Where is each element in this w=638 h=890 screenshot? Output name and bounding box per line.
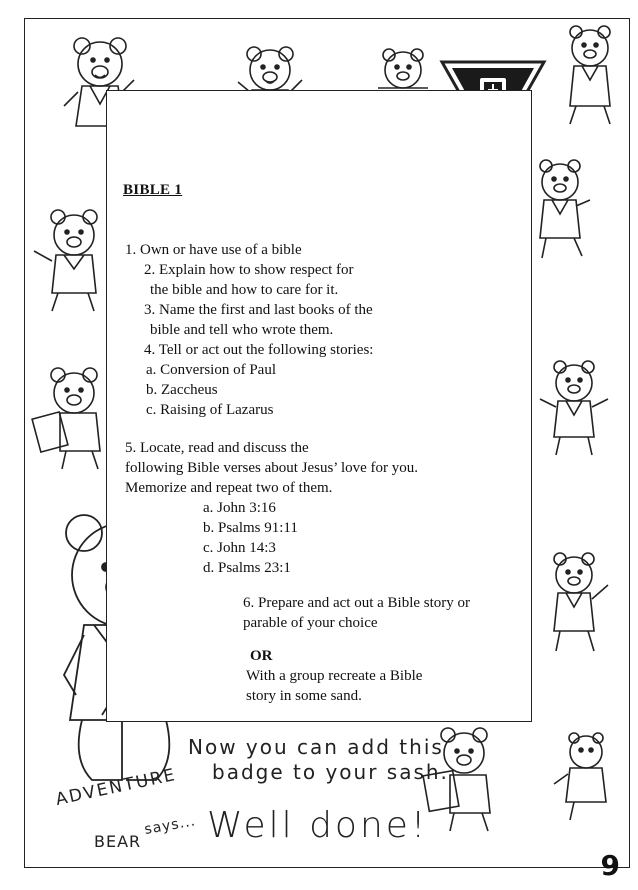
bear-icon: [30, 205, 110, 315]
story-a: a. Conversion of Paul: [146, 362, 276, 378]
requirement-5-memorize: Memorize and repeat two of them.: [125, 480, 333, 496]
requirement-3-cont: bible and tell who wrote them.: [150, 322, 334, 338]
verse-d: d. Psalms 23:1: [203, 560, 291, 576]
bear-icon: [548, 730, 618, 830]
alternative-a: With a group recreate a Bible: [246, 668, 423, 684]
verse-c: c. John 14:3: [203, 540, 276, 556]
requirement-1: 1. Own or have use of a bible: [125, 242, 302, 258]
or-label: OR: [250, 648, 273, 664]
says-label: says...: [143, 813, 198, 838]
verse-b: b. Psalms 91:11: [203, 520, 298, 536]
requirement-2: 2. Explain how to show respect for: [144, 262, 354, 278]
well-done-label: Well done!: [207, 805, 429, 846]
now-add-badge-line1: Now you can add this: [188, 735, 444, 759]
story-c: c. Raising of Lazarus: [146, 402, 274, 418]
verse-a: a. John 3:16: [203, 500, 276, 516]
requirement-5-cont: following Bible verses about Jesus’ love for you.: [125, 460, 419, 476]
bear-icon: [534, 355, 614, 465]
requirement-3: 3. Name the first and last books of the: [144, 302, 373, 318]
bear-icon: [526, 156, 596, 266]
requirement-4: 4. Tell or act out the following stories:: [144, 342, 374, 358]
page-title: BIBLE 1: [123, 182, 183, 198]
page-number: 9: [600, 849, 620, 882]
requirement-6: 6. Prepare and act out a Bible story or: [243, 595, 471, 611]
adventure-label: ADVENTURE: [53, 764, 179, 810]
bear-icon: [30, 365, 110, 475]
bear-label: BEAR: [94, 832, 142, 851]
story-b: b. Zaccheus: [146, 382, 218, 398]
bear-icon: [534, 545, 614, 665]
requirement-5: 5. Locate, read and discuss the: [125, 440, 309, 456]
requirement-6-cont: parable of your choice: [243, 615, 378, 631]
now-add-badge-line2: badge to your sash.: [212, 760, 449, 784]
requirement-2-cont: the bible and how to care for it.: [150, 282, 339, 298]
bear-icon: [552, 20, 622, 130]
alternative-b: story in some sand.: [246, 688, 362, 704]
